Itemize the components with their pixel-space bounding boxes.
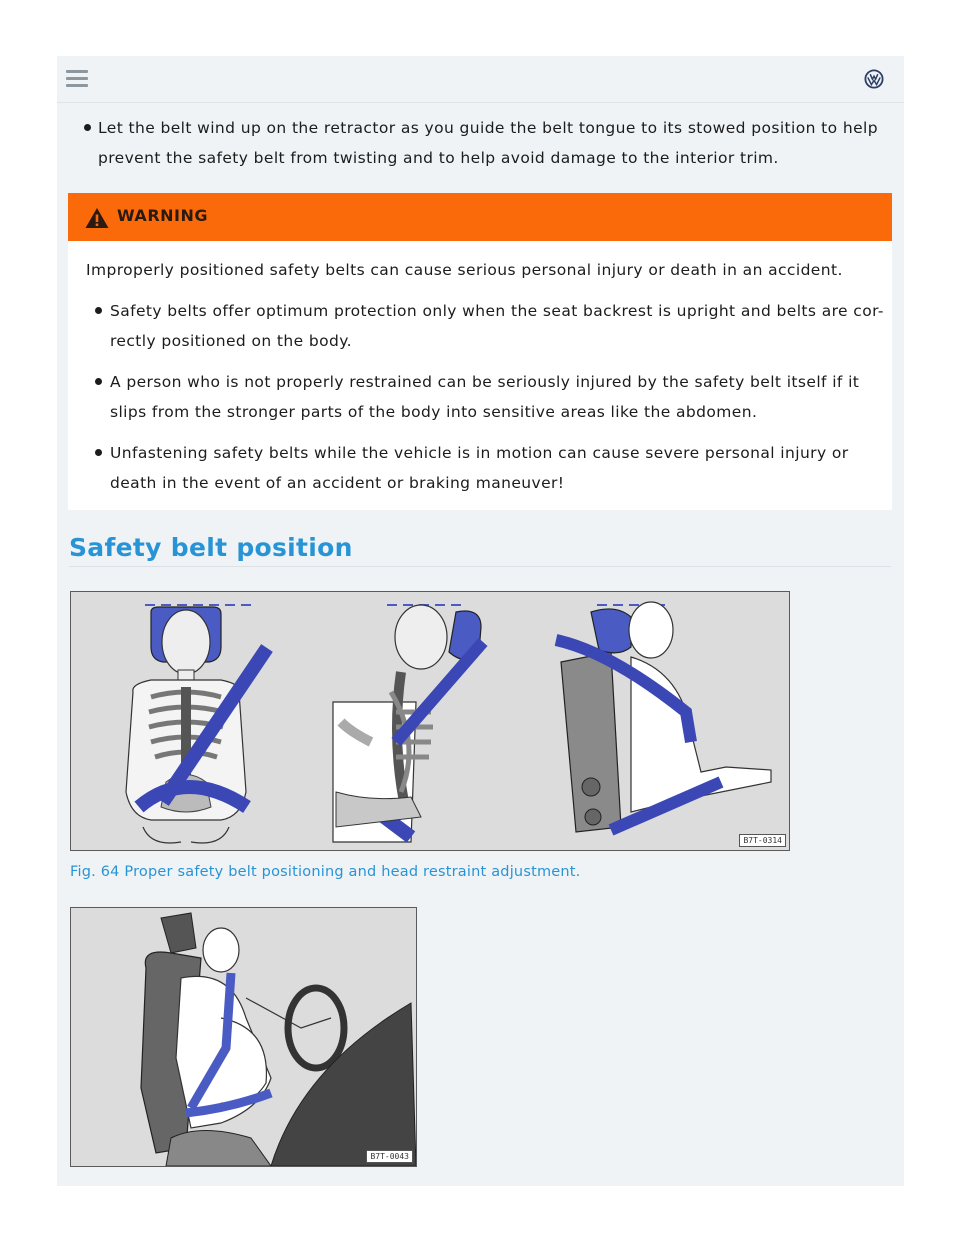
- bullet-dot: [95, 378, 102, 385]
- hamburger-menu-icon[interactable]: [66, 70, 88, 88]
- bullet-dot: [95, 307, 102, 314]
- warning-item-2-line-1: A person who is not properly restrained can be seriously injured by the safety belt itself if it: [110, 373, 860, 391]
- warning-intro: Improperly positioned safety belts can cause serious personal injury or death in an accident.: [86, 261, 843, 279]
- figure-pregnant-driver: [70, 907, 417, 1167]
- warning-item-3-line-2: death in the event of an accident or braking maneuver!: [110, 474, 565, 492]
- top-bullet-line-2: prevent the safety belt from twisting and to help avoid damage to the interior trim.: [98, 149, 779, 167]
- figure-1-code: B7T-0314: [739, 834, 786, 847]
- top-bullet-line-1: Let the belt wind up on the retractor as you guide the belt tongue to its stowed position to help: [98, 119, 878, 137]
- bullet-dot: [84, 124, 91, 131]
- belt-positions-illustration: [71, 592, 789, 850]
- figure-2-code: B7T-0043: [366, 1150, 413, 1163]
- warning-item-3-line-1: Unfastening safety belts while the vehicle is in motion can cause severe personal injury or: [110, 444, 849, 462]
- section-divider: [69, 566, 891, 567]
- warning-item-1-line-1: Safety belts offer optimum protection only when the seat backrest is upright and belts are cor-: [110, 302, 884, 320]
- figure-1-caption: Fig. 64 Proper safety belt positioning and head restraint adjustment.: [70, 864, 581, 880]
- warning-title: WARNING: [117, 206, 208, 225]
- warning-item-1-line-2: rectly positioned on the body.: [110, 332, 352, 350]
- pregnant-driver-illustration: [71, 908, 416, 1166]
- warning-triangle-icon: [84, 206, 110, 230]
- figure-belt-positions: [70, 591, 790, 851]
- vw-logo-icon[interactable]: [864, 69, 884, 89]
- top-bar: [57, 56, 904, 103]
- section-title: Safety belt position: [69, 533, 353, 562]
- bullet-dot: [95, 449, 102, 456]
- warning-item-2-line-2: slips from the stronger parts of the body into sensitive areas like the abdomen.: [110, 403, 758, 421]
